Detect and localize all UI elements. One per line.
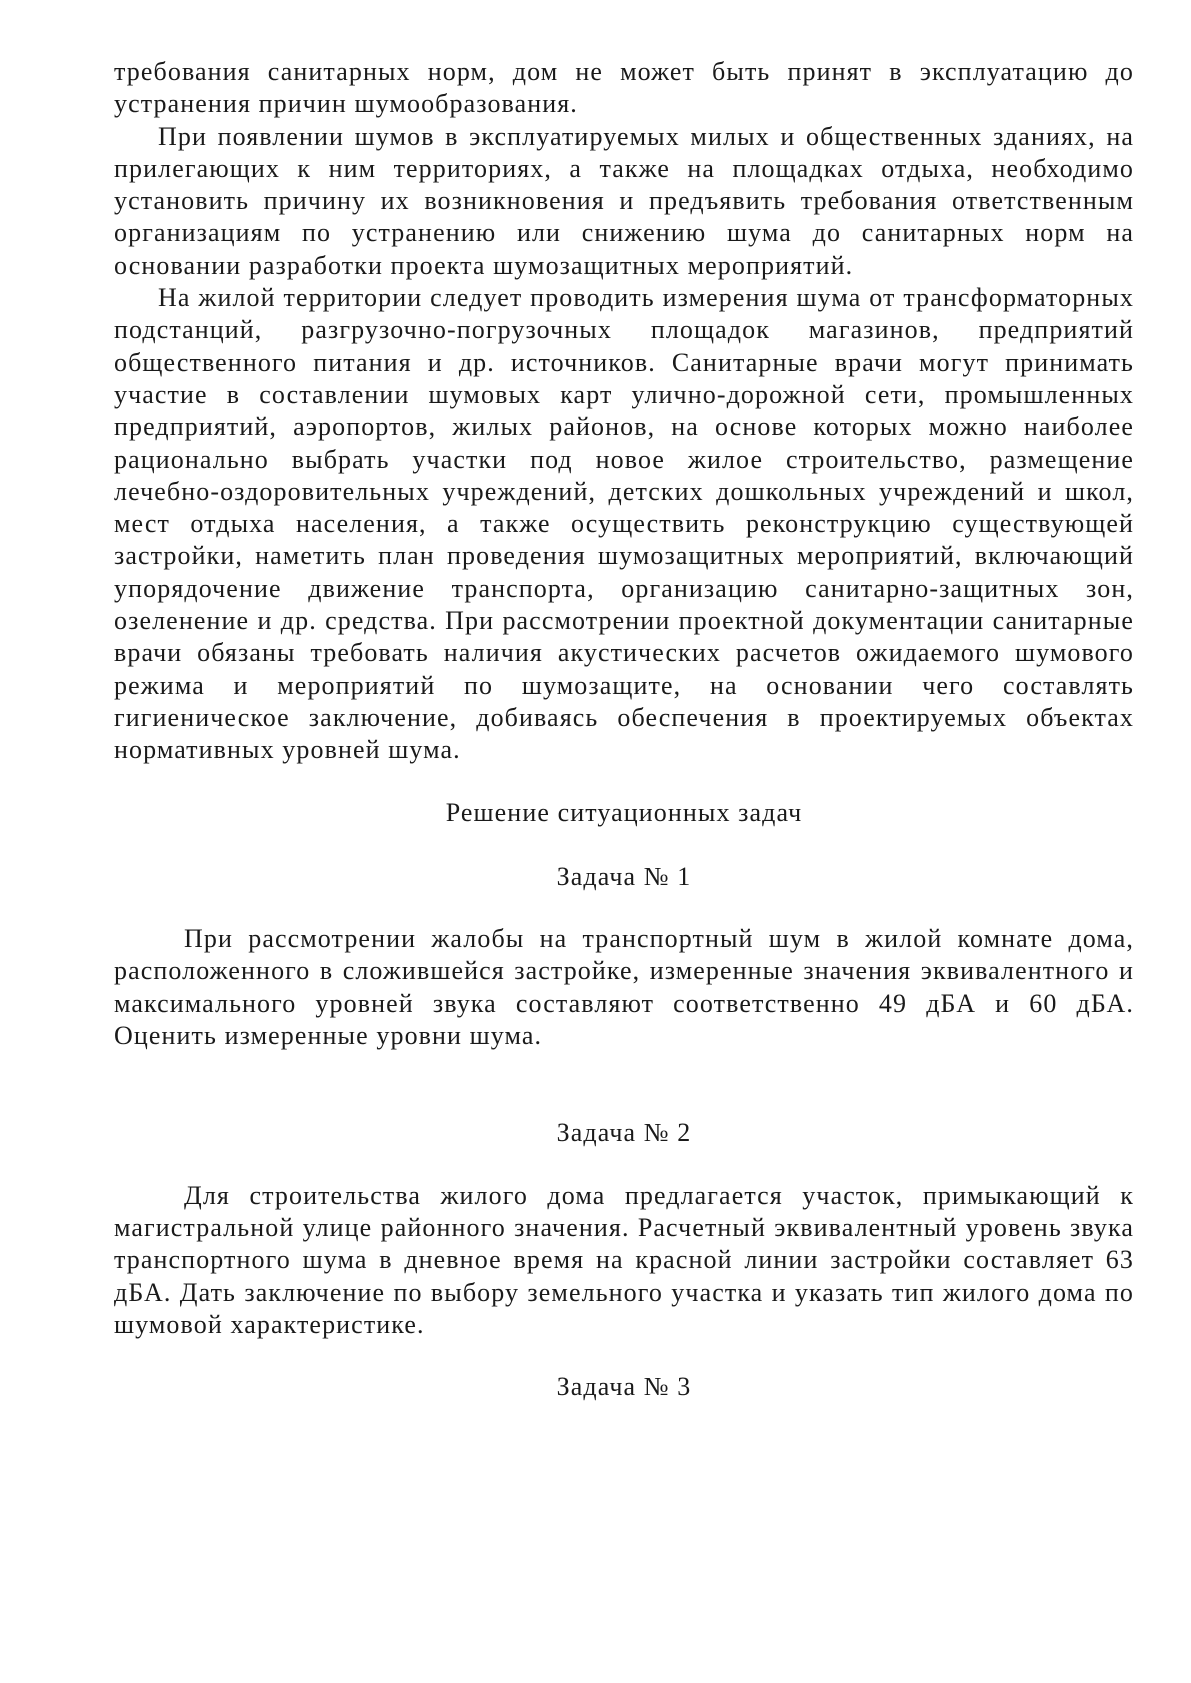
paragraph-noise-complaints: При появлении шумов в эксплуатируемых милых и общественных зданиях, на прилегающих к ним территориях, а также на площадках отдыха, необходимо установить причину их возникновения и предъявить требования ответственным организациям по устранению или снижению шума до санитарных норм на основании разработки проекта шумозащитных мероприятий. [114, 121, 1134, 280]
document-page [114, 56, 1134, 1403]
paragraph-residential-measurements: На жилой территории следует проводить измерения шума от трансформаторных подстанций, разгрузочно-погрузочных площадок магазинов, предприятий общественного питания и др. источников. Санитарные врачи могут принимать участие в составлении шумовых карт улично-дорожной сети, промышленных предприятий, аэропортов, жилых районов, на основе которых можно наиболее рационально выбрать участки под новое жилое строительство, размещение лечебно-оздоровительных учреждений, детских дошкольных учреждений и школ, мест отдыха населения, а также осуществить реконструкцию существующей застройки, наметить план проведения шумозащитных мероприятий, включающий упорядочение движение транспорта, организацию санитарно-защитных зон, озеленение и др. средства. При рассмотрении проектной документации санитарные врачи обязаны требовать наличия акустических расчетов ожидаемого шумового режима и мероприятий по шумозащите, на основании чего составлять гигиеническое заключение, добиваясь обеспечения в проектируемых объектах нормативных уровней шума. [114, 283, 1134, 765]
spacer [114, 893, 1134, 923]
spacer [114, 1341, 1134, 1371]
spacer [114, 1150, 1134, 1180]
spacer [114, 829, 1134, 861]
task-2-heading: Задача № 2 [556, 1118, 692, 1148]
task-1-heading: Задача № 1 [556, 861, 692, 891]
spacer [114, 767, 1134, 797]
paragraph-continuation: требования санитарных норм, дом не может быть принят в эксплуатацию до устранения причин шумообразования. [114, 57, 1134, 119]
task-3-heading: Задача № 3 [556, 1372, 692, 1402]
task-2-text: Для строительства жилого дома предлагается участок, примыкающий к магистральной улице районного значения. Расчетный эквивалентный уровень звука транспортного шума в дневное время на красной линии застройки составляет 63 дБА. Дать заключение по выбору земельного участка и указать тип жилого дома по шумовой характеристике. [114, 1180, 1134, 1339]
spacer [114, 1052, 1134, 1117]
task-1-text: При рассмотрении жалобы на транспортный шум в жилой комнате дома, расположенного в сложившейся застройке, измеренные значения эквивалентного и максимального уровней звука составляют соответственно 49 дБА и 60 дБА. Оценить измеренные уровни шума. [114, 924, 1134, 1051]
section-heading: Решение ситуационных задач [445, 797, 803, 827]
